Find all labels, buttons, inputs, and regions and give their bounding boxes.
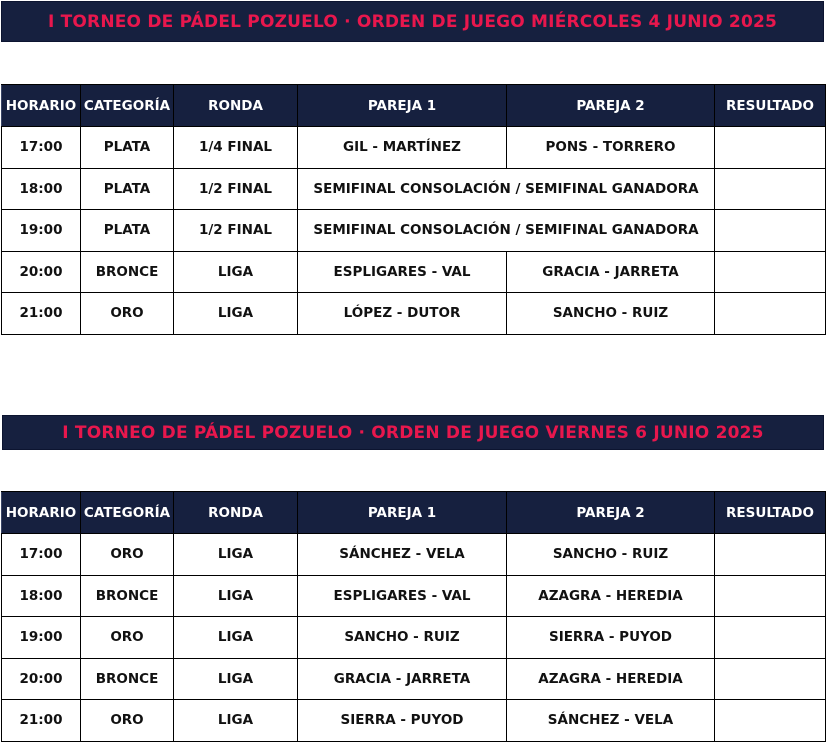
schedule-table-friday xyxy=(1,491,826,742)
table-row xyxy=(2,575,826,617)
table-row xyxy=(2,210,826,252)
cell-result[interactable] xyxy=(715,127,826,169)
schedule-title-friday: I TORNEO DE PÁDEL POZUELO · ORDEN DE JUEGO VIERNES 6 JUNIO 2025 xyxy=(2,415,824,450)
schedule-title-wednesday: I TORNEO DE PÁDEL POZUELO · ORDEN DE JUEGO MIÉRCOLES 4 JUNIO 2025 xyxy=(1,1,824,42)
cell-round: 1/2 FINAL xyxy=(174,168,298,210)
cell-category: BRONCE xyxy=(81,658,174,700)
cell-time: 17:00 xyxy=(2,534,81,576)
header-horario: HORARIO xyxy=(2,85,81,127)
header-horario: HORARIO xyxy=(2,492,81,534)
cell-result[interactable] xyxy=(715,210,826,252)
cell-round: LIGA xyxy=(174,700,298,742)
header-pareja-1: PAREJA 1 xyxy=(298,492,507,534)
cell-category: ORO xyxy=(81,617,174,659)
header-categoria: CATEGORÍA xyxy=(81,492,174,534)
cell-pair-1: ESPLIGARES - VAL xyxy=(298,251,507,293)
cell-pair-1: GIL - MARTÍNEZ xyxy=(298,127,507,169)
cell-category: BRONCE xyxy=(81,575,174,617)
cell-pair-2: GRACIA - JARRETA xyxy=(507,251,715,293)
table-row xyxy=(2,700,826,742)
table-header-row xyxy=(2,492,826,534)
cell-time: 19:00 xyxy=(2,210,81,252)
cell-round: 1/4 FINAL xyxy=(174,127,298,169)
cell-pair-2: AZAGRA - HEREDIA xyxy=(507,575,715,617)
cell-time: 19:00 xyxy=(2,617,81,659)
cell-time: 18:00 xyxy=(2,575,81,617)
cell-round: LIGA xyxy=(174,251,298,293)
cell-pair-1: SIERRA - PUYOD xyxy=(298,700,507,742)
header-ronda: RONDA xyxy=(174,85,298,127)
header-categoria: CATEGORÍA xyxy=(81,85,174,127)
table-row xyxy=(2,658,826,700)
cell-pair-1: SANCHO - RUIZ xyxy=(298,617,507,659)
cell-result[interactable] xyxy=(715,168,826,210)
table-row xyxy=(2,168,826,210)
cell-time: 18:00 xyxy=(2,168,81,210)
cell-pair-2: SIERRA - PUYOD xyxy=(507,617,715,659)
cell-time: 21:00 xyxy=(2,700,81,742)
cell-result[interactable] xyxy=(715,700,826,742)
cell-round: 1/2 FINAL xyxy=(174,210,298,252)
cell-category: BRONCE xyxy=(81,251,174,293)
cell-result[interactable] xyxy=(715,617,826,659)
table-header-row xyxy=(2,85,826,127)
cell-category: ORO xyxy=(81,534,174,576)
header-pareja-2: PAREJA 2 xyxy=(507,85,715,127)
cell-category: PLATA xyxy=(81,210,174,252)
table-row xyxy=(2,293,826,335)
cell-pair-2: SANCHO - RUIZ xyxy=(507,293,715,335)
cell-pair-2: SANCHO - RUIZ xyxy=(507,534,715,576)
cell-result[interactable] xyxy=(715,251,826,293)
cell-result[interactable] xyxy=(715,575,826,617)
cell-pairs-merged: SEMIFINAL CONSOLACIÓN / SEMIFINAL GANADORA xyxy=(298,210,715,252)
cell-pair-2: PONS - TORRERO xyxy=(507,127,715,169)
header-pareja-2: PAREJA 2 xyxy=(507,492,715,534)
cell-round: LIGA xyxy=(174,658,298,700)
cell-round: LIGA xyxy=(174,293,298,335)
cell-pair-2: AZAGRA - HEREDIA xyxy=(507,658,715,700)
cell-pair-1: ESPLIGARES - VAL xyxy=(298,575,507,617)
header-ronda: RONDA xyxy=(174,492,298,534)
cell-pairs-merged: SEMIFINAL CONSOLACIÓN / SEMIFINAL GANADORA xyxy=(298,168,715,210)
cell-pair-1: LÓPEZ - DUTOR xyxy=(298,293,507,335)
table-row xyxy=(2,127,826,169)
cell-time: 20:00 xyxy=(2,658,81,700)
cell-category: ORO xyxy=(81,293,174,335)
header-pareja-1: PAREJA 1 xyxy=(298,85,507,127)
cell-round: LIGA xyxy=(174,575,298,617)
cell-round: LIGA xyxy=(174,617,298,659)
header-resultado: RESULTADO xyxy=(715,85,826,127)
table-row xyxy=(2,617,826,659)
cell-result[interactable] xyxy=(715,658,826,700)
cell-time: 21:00 xyxy=(2,293,81,335)
cell-time: 17:00 xyxy=(2,127,81,169)
cell-pair-2: SÁNCHEZ - VELA xyxy=(507,700,715,742)
cell-category: PLATA xyxy=(81,168,174,210)
table-row xyxy=(2,534,826,576)
cell-time: 20:00 xyxy=(2,251,81,293)
cell-category: PLATA xyxy=(81,127,174,169)
cell-round: LIGA xyxy=(174,534,298,576)
schedule-table-wednesday xyxy=(1,84,826,335)
cell-result[interactable] xyxy=(715,293,826,335)
table-row xyxy=(2,251,826,293)
cell-result[interactable] xyxy=(715,534,826,576)
cell-pair-1: SÁNCHEZ - VELA xyxy=(298,534,507,576)
header-resultado: RESULTADO xyxy=(715,492,826,534)
cell-pair-1: GRACIA - JARRETA xyxy=(298,658,507,700)
cell-category: ORO xyxy=(81,700,174,742)
